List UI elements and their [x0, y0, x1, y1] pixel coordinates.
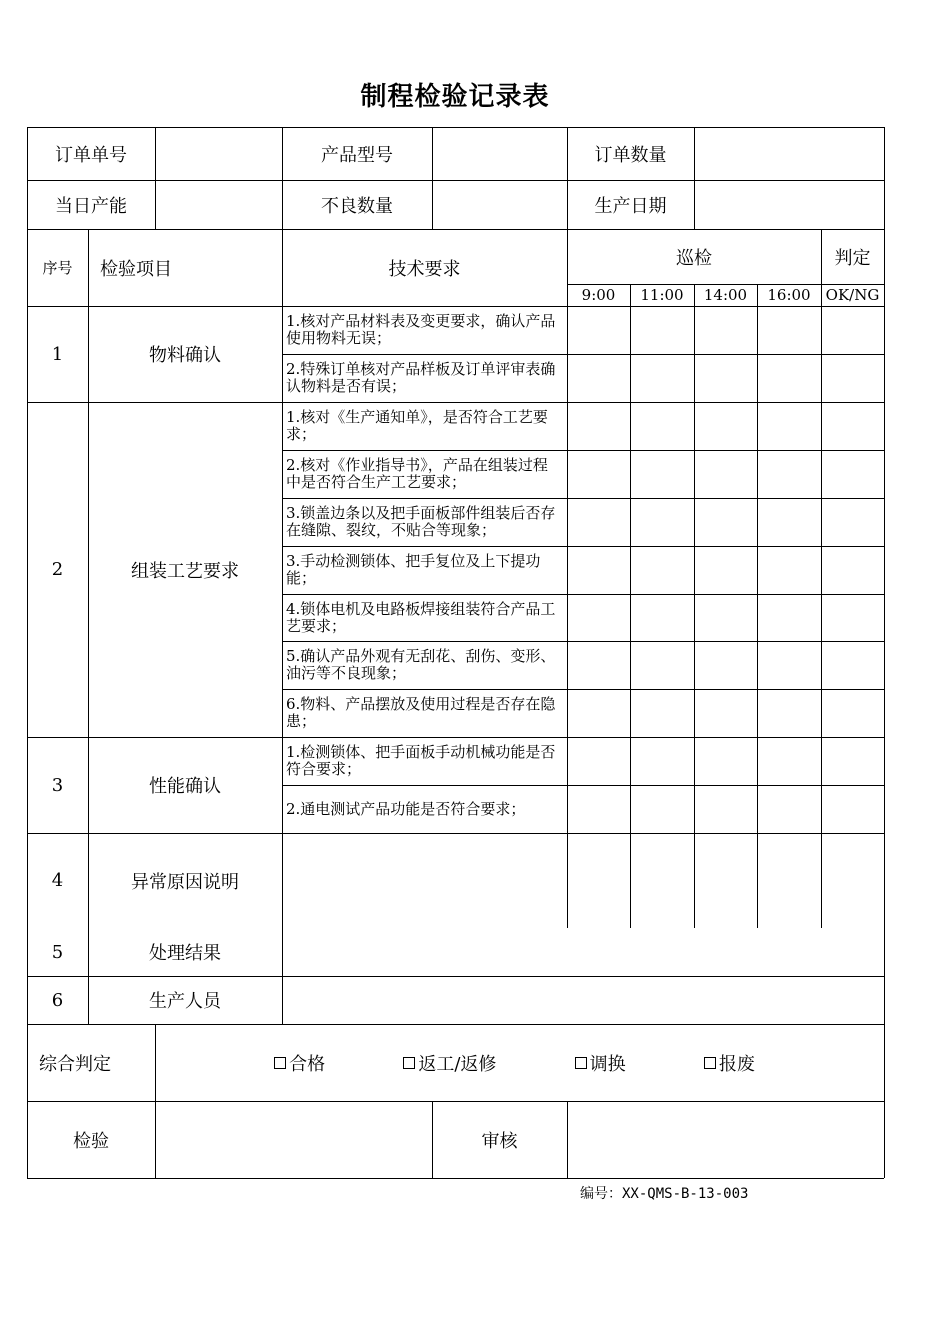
time-header-2: 14:00: [703, 286, 748, 304]
judgement-option[interactable]: [274, 1050, 325, 1076]
review-label: 审核: [481, 1130, 518, 1152]
patrol-check-cell[interactable]: [757, 354, 821, 402]
section-name: 物料确认: [149, 345, 221, 366]
judgement-option-label: 合格: [289, 1053, 326, 1075]
judge-value-header: OK/NG: [825, 286, 880, 304]
judgement-option[interactable]: [575, 1050, 626, 1076]
patrol-check-cell[interactable]: [567, 785, 630, 833]
product-model-value[interactable]: [432, 127, 567, 180]
judge-cell[interactable]: [821, 641, 884, 689]
patrol-check-cell[interactable]: [567, 641, 630, 689]
inspect-label: 检验: [73, 1130, 109, 1152]
patrol-check-cell[interactable]: [630, 785, 694, 833]
checkbox-icon[interactable]: [575, 1057, 587, 1069]
requirement-text: 1.检测锁体、把手面板手动机械功能是否符合要求；: [286, 743, 556, 778]
patrol-check-cell[interactable]: [630, 641, 694, 689]
requirement-text: 1.核对《生产通知单》，是否符合工艺要求；: [286, 408, 548, 443]
section-name: 组装工艺要求: [131, 560, 239, 582]
time-header-1: 11:00: [640, 286, 684, 304]
production-date-label: 生产日期: [594, 195, 667, 217]
patrol-check-cell[interactable]: [694, 450, 757, 498]
patrol-check-cell[interactable]: [630, 354, 694, 402]
requirement-text: 2.特殊订单核对产品样板及订单评审表确认物料是否有误；: [286, 360, 556, 395]
requirement-text: 5.确认产品外观有无刮花、刮伤、变形、油污等不良现象；: [286, 647, 556, 682]
patrol-check-cell[interactable]: [567, 594, 630, 641]
extra-row-seq: 5: [51, 941, 64, 963]
requirement-text: 3.锁盖边条以及把手面板部件组装后否存在缝隙、裂纹，不贴合等现象；: [286, 504, 556, 539]
document-code: 编号：XX-QMS-B-13-003: [580, 1186, 749, 1202]
judge-header: 判定: [834, 247, 871, 269]
checkbox-icon[interactable]: [704, 1057, 716, 1069]
patrol-check-cell[interactable]: [567, 498, 630, 546]
judgement-label: 综合判定: [39, 1053, 111, 1075]
patrol-check-cell[interactable]: [630, 450, 694, 498]
judge-cell[interactable]: [821, 498, 884, 546]
section-name: 性能确认: [149, 776, 221, 797]
judgement-options: [155, 1024, 884, 1101]
requirement-header: 技术要求: [388, 258, 461, 280]
extra-row-value[interactable]: [282, 928, 884, 976]
section-seq: 2: [51, 559, 64, 580]
patrol-check-cell[interactable]: [630, 306, 694, 354]
requirement-text: 3.手动检测锁体、把手复位及上下提功能；: [286, 552, 541, 587]
requirement-text: 4.锁体电机及电路板焊接组装符合产品工艺要求；: [286, 599, 556, 635]
judgement-option-label: 返工/返修: [418, 1053, 497, 1075]
item-header: 检验项目: [100, 258, 172, 280]
patrol-check-cell[interactable]: [694, 594, 757, 641]
patrol-check-cell[interactable]: [694, 641, 757, 689]
extra-row-name: 处理结果: [149, 943, 221, 964]
judge-cell[interactable]: [821, 450, 884, 498]
patrol-check-cell[interactable]: [757, 498, 821, 546]
judgement-option-label: 报废: [718, 1053, 755, 1075]
extra-row-value[interactable]: [282, 833, 884, 928]
patrol-check-cell[interactable]: [567, 737, 630, 785]
patrol-check-cell[interactable]: [694, 402, 757, 450]
patrol-check-cell[interactable]: [694, 354, 757, 402]
extra-row-seq: 4: [51, 870, 64, 891]
section-seq: 1: [51, 343, 64, 365]
patrol-check-cell[interactable]: [630, 402, 694, 450]
patrol-check-cell[interactable]: [757, 306, 821, 354]
patrol-check-cell[interactable]: [567, 354, 630, 402]
patrol-check-cell[interactable]: [694, 498, 757, 546]
patrol-check-cell[interactable]: [630, 594, 694, 641]
patrol-check-cell[interactable]: [567, 546, 630, 594]
requirement-text: 2.通电测试产品功能是否符合要求；: [286, 799, 526, 818]
patrol-check-cell[interactable]: [567, 402, 630, 450]
checkbox-icon[interactable]: [274, 1057, 286, 1069]
patrol-check-cell[interactable]: [757, 402, 821, 450]
extra-row-name: 生产人员: [149, 991, 221, 1012]
patrol-check-cell[interactable]: [757, 594, 821, 641]
patrol-check-cell[interactable]: [694, 689, 757, 737]
extra-row-seq: 6: [51, 989, 64, 1011]
time-header-0: 9:00: [581, 286, 616, 304]
review-signature[interactable]: [567, 1101, 884, 1178]
checkbox-icon[interactable]: [403, 1057, 415, 1069]
patrol-check-cell[interactable]: [567, 450, 630, 498]
patrol-check-cell[interactable]: [757, 450, 821, 498]
judge-cell[interactable]: [821, 402, 884, 450]
order-no-label: 订单单号: [55, 144, 127, 166]
patrol-check-cell[interactable]: [694, 785, 757, 833]
order-no-value[interactable]: [155, 127, 282, 180]
time-header-3: 16:00: [767, 286, 811, 304]
table-border-right: [884, 127, 885, 1178]
order-qty-label: 订单数量: [594, 144, 667, 166]
patrol-check-cell[interactable]: [630, 689, 694, 737]
defect-qty-value[interactable]: [432, 180, 567, 229]
judge-cell[interactable]: [821, 689, 884, 737]
daily-output-label: 当日产能: [55, 195, 127, 217]
patrol-check-cell[interactable]: [630, 498, 694, 546]
judgement-option[interactable]: [704, 1050, 755, 1076]
patrol-check-cell[interactable]: [757, 546, 821, 594]
patrol-check-cell[interactable]: [694, 737, 757, 785]
section-seq: 3: [51, 774, 64, 796]
requirement-text: 1.核对产品材料表及变更要求，确认产品使用物料无误；: [286, 312, 556, 347]
daily-output-value[interactable]: [155, 180, 282, 229]
patrol-check-cell[interactable]: [694, 306, 757, 354]
patrol-header: 巡检: [676, 247, 712, 269]
patrol-check-cell[interactable]: [757, 737, 821, 785]
judge-cell[interactable]: [821, 354, 884, 402]
defect-qty-label: 不良数量: [321, 195, 393, 217]
inspect-signature[interactable]: [155, 1101, 432, 1178]
judge-cell[interactable]: [821, 785, 884, 833]
seq-header: 序号: [42, 259, 73, 277]
patrol-check-cell[interactable]: [630, 737, 694, 785]
judge-cell[interactable]: [821, 306, 884, 354]
judge-cell[interactable]: [821, 546, 884, 594]
patrol-check-cell[interactable]: [567, 689, 630, 737]
patrol-check-cell[interactable]: [757, 689, 821, 737]
extra-row-name: 异常原因说明: [131, 871, 239, 893]
judgement-option[interactable]: [403, 1050, 496, 1076]
order-qty-value[interactable]: [694, 127, 884, 180]
patrol-check-cell[interactable]: [757, 785, 821, 833]
patrol-check-cell[interactable]: [694, 546, 757, 594]
judge-cell[interactable]: [821, 737, 884, 785]
patrol-check-cell[interactable]: [567, 306, 630, 354]
product-model-label: 产品型号: [321, 144, 393, 166]
judgement-option-label: 调换: [589, 1053, 626, 1075]
patrol-check-cell[interactable]: [757, 641, 821, 689]
requirement-text: 6.物料、产品摆放及使用过程是否存在隐患；: [286, 695, 556, 730]
requirement-text: 2.核对《作业指导书》，产品在组装过程中是否符合生产工艺要求；: [286, 456, 548, 491]
table-border-bottom: [27, 1178, 884, 1179]
page-title: 制程检验记录表: [360, 82, 550, 112]
judge-cell[interactable]: [821, 594, 884, 641]
production-date-value[interactable]: [694, 180, 884, 229]
extra-row-value[interactable]: [282, 976, 884, 1024]
patrol-check-cell[interactable]: [630, 546, 694, 594]
